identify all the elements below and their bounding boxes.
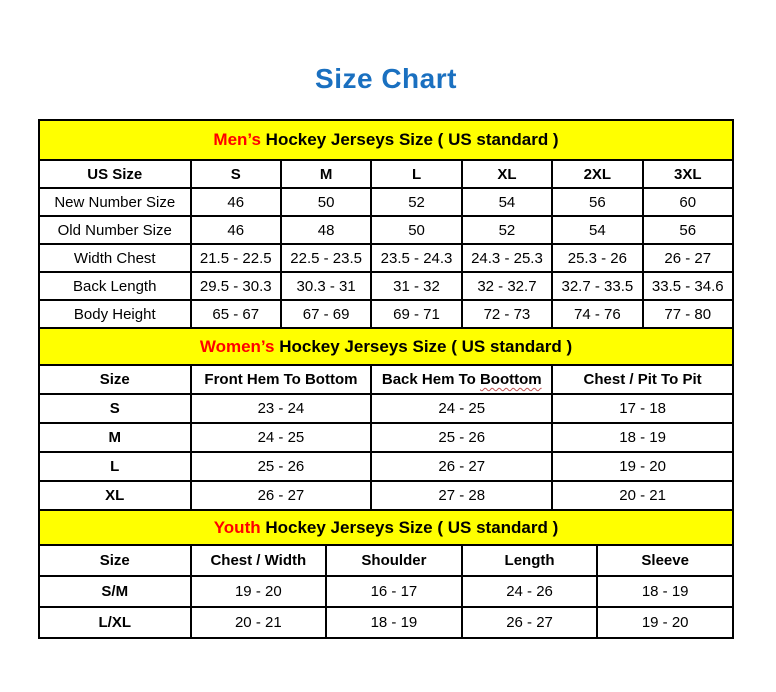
table-row	[40, 423, 733, 452]
row-label: Back Length	[40, 272, 191, 300]
row-label: Body Height	[40, 300, 191, 328]
mens-table	[40, 161, 734, 329]
column-header: Size	[40, 546, 191, 576]
table-cell: 19 - 20	[191, 576, 327, 607]
row-label: Old Number Size	[40, 216, 191, 244]
column-header: Chest / Pit To Pit	[552, 366, 733, 394]
table-cell: 19 - 20	[552, 452, 733, 481]
table-cell: 25.3 - 26	[552, 244, 642, 272]
column-header	[371, 366, 552, 394]
womens-section	[40, 329, 734, 511]
table-cell: 18 - 19	[552, 423, 733, 452]
table-cell: 20 - 21	[552, 481, 733, 510]
table-cell: 26 - 27	[191, 481, 372, 510]
table-cell: 25 - 26	[191, 452, 372, 481]
table-cell: 77 - 80	[643, 300, 733, 328]
womens-title-text: Hockey Jerseys Size ( US standard )	[274, 337, 573, 356]
table-row	[40, 576, 733, 607]
table-cell: 46	[191, 216, 281, 244]
table-cell: 31 - 32	[371, 272, 461, 300]
table-cell: 26 - 27	[371, 452, 552, 481]
table-cell: 56	[643, 216, 733, 244]
table-cell: 52	[462, 216, 552, 244]
row-label: S	[40, 394, 191, 423]
table-cell: 24 - 25	[191, 423, 372, 452]
table-cell: 26 - 27	[643, 244, 733, 272]
column-header: US Size	[40, 161, 191, 188]
table-row	[40, 300, 733, 328]
table-cell: 32.7 - 33.5	[552, 272, 642, 300]
table-cell: 72 - 73	[462, 300, 552, 328]
table-cell: 46	[191, 188, 281, 216]
table-cell: 52	[371, 188, 461, 216]
table-row	[40, 481, 733, 510]
table-cell: 56	[552, 188, 642, 216]
youth-title-text: Hockey Jerseys Size ( US standard )	[260, 518, 559, 537]
mens-section	[40, 121, 734, 329]
table-cell: 54	[462, 188, 552, 216]
row-label: L/XL	[40, 607, 191, 638]
table-row	[40, 272, 733, 300]
header-row	[40, 546, 733, 576]
header-row	[40, 161, 733, 188]
table-row	[40, 452, 733, 481]
column-header-prefix: Back Hem To	[381, 371, 480, 388]
row-label: XL	[40, 481, 191, 510]
table-cell: 24 - 26	[462, 576, 598, 607]
column-header: XL	[462, 161, 552, 188]
mens-title-highlight: Men’s	[213, 130, 261, 149]
table-cell: 18 - 19	[597, 576, 733, 607]
page-title: Size Chart	[315, 63, 457, 94]
table-cell: 67 - 69	[281, 300, 371, 328]
row-label: L	[40, 452, 191, 481]
table-cell: 69 - 71	[371, 300, 461, 328]
table-cell: 54	[552, 216, 642, 244]
column-header: Front Hem To Bottom	[191, 366, 372, 394]
table-cell: 50	[371, 216, 461, 244]
table-cell: 30.3 - 31	[281, 272, 371, 300]
youth-section	[40, 511, 734, 639]
table-cell: 21.5 - 22.5	[191, 244, 281, 272]
size-chart-tables	[38, 119, 734, 639]
table-cell: 26 - 27	[462, 607, 598, 638]
column-header: L	[371, 161, 461, 188]
youth-title-highlight: Youth	[213, 518, 261, 537]
row-label: M	[40, 423, 191, 452]
table-cell: 22.5 - 23.5	[281, 244, 371, 272]
table-cell: 24 - 25	[371, 394, 552, 423]
table-cell: 29.5 - 30.3	[191, 272, 281, 300]
column-header: Length	[462, 546, 598, 576]
column-header: 3XL	[643, 161, 733, 188]
row-label: S/M	[40, 576, 191, 607]
mens-title-text: Hockey Jerseys Size ( US standard )	[260, 130, 559, 149]
youth-table	[40, 546, 734, 639]
column-header: 2XL	[552, 161, 642, 188]
table-row	[40, 188, 733, 216]
table-cell: 74 - 76	[552, 300, 642, 328]
table-cell: 33.5 - 34.6	[643, 272, 733, 300]
table-cell: 18 - 19	[326, 607, 462, 638]
table-row	[40, 244, 733, 272]
size-chart-page	[38, 62, 734, 639]
table-row	[40, 394, 733, 423]
table-row	[40, 607, 733, 638]
table-cell: 16 - 17	[326, 576, 462, 607]
table-cell: 17 - 18	[552, 394, 733, 423]
table-cell: 48	[281, 216, 371, 244]
table-cell: 19 - 20	[597, 607, 733, 638]
table-cell: 24.3 - 25.3	[462, 244, 552, 272]
womens-title-band	[40, 329, 734, 366]
table-cell: 25 - 26	[371, 423, 552, 452]
mens-title-band	[40, 121, 734, 161]
womens-title-highlight: Women’s	[199, 337, 275, 356]
column-header: Sleeve	[597, 546, 733, 576]
table-cell: 50	[281, 188, 371, 216]
column-header: Shoulder	[326, 546, 462, 576]
womens-table	[40, 366, 734, 511]
table-cell: 32 - 32.7	[462, 272, 552, 300]
table-cell: 60	[643, 188, 733, 216]
row-label: Width Chest	[40, 244, 191, 272]
table-row	[40, 216, 733, 244]
table-cell: 65 - 67	[191, 300, 281, 328]
header-row	[40, 366, 733, 394]
table-cell: 20 - 21	[191, 607, 327, 638]
column-header: Chest / Width	[191, 546, 327, 576]
table-cell: 23 - 24	[191, 394, 372, 423]
column-header: S	[191, 161, 281, 188]
table-cell: 23.5 - 24.3	[371, 244, 461, 272]
table-cell: 27 - 28	[371, 481, 552, 510]
column-header: Size	[40, 366, 191, 394]
column-header: M	[281, 161, 371, 188]
youth-title-band	[40, 511, 734, 546]
row-label: New Number Size	[40, 188, 191, 216]
misspelled-word: Boottom	[479, 371, 542, 388]
